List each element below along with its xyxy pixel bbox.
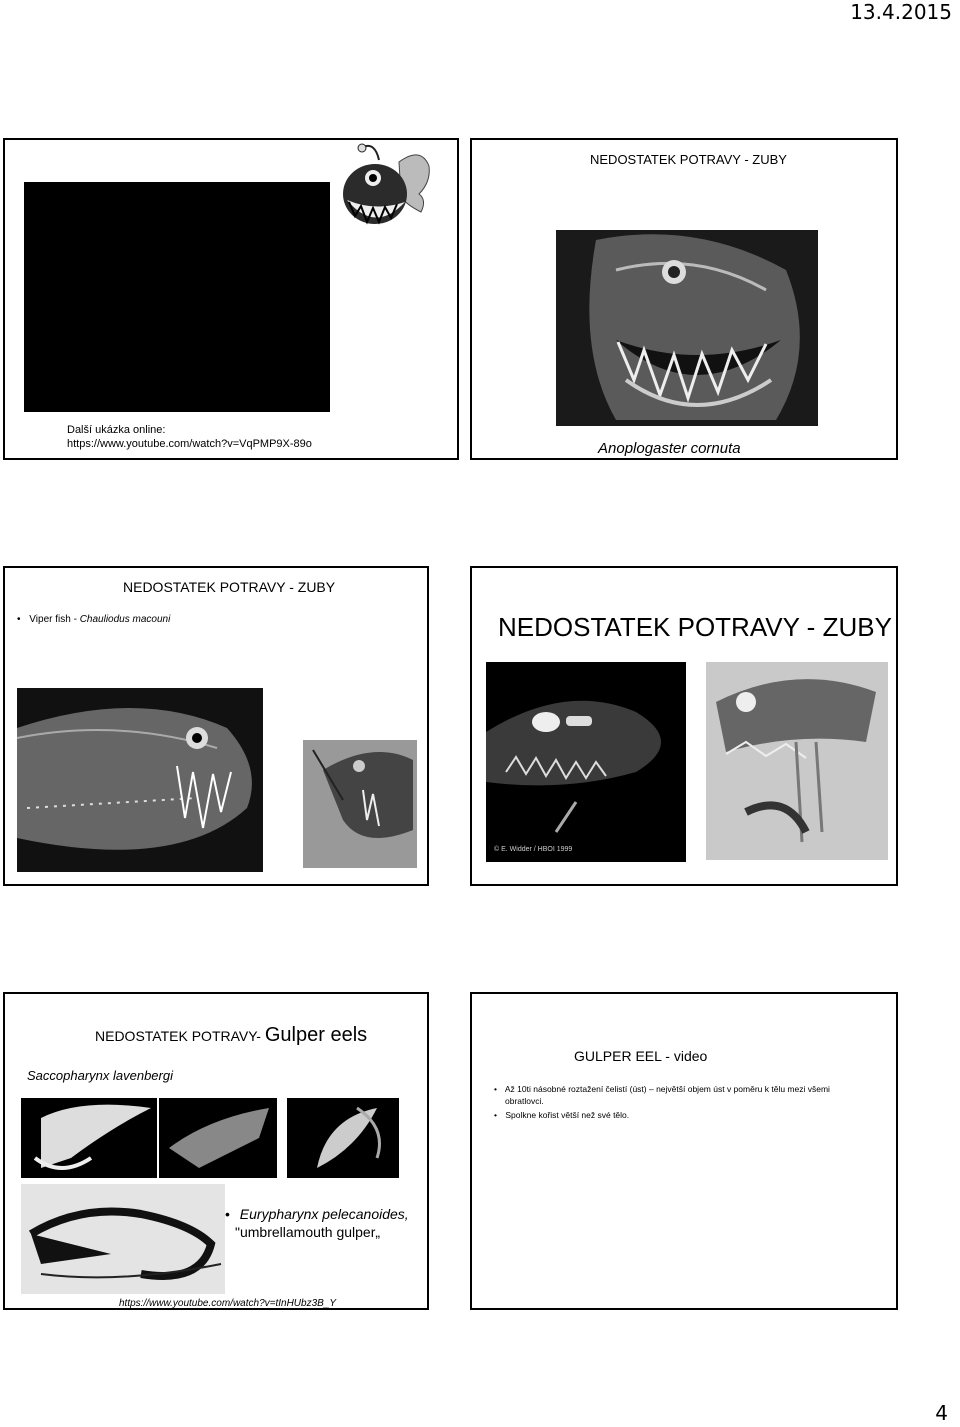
title-suffix: Gulper eels: [264, 1024, 368, 1046]
umbrellamouth-bullet-line2: "umbrellamouth gulper„: [235, 1224, 381, 1240]
slide-title: [95, 1024, 367, 1047]
slide-title: NEDOSTATEK POTRAVY - ZUBY: [123, 579, 336, 595]
fact-bullet-2: • Spolkne kořist větší než své tělo.: [494, 1110, 629, 1120]
gulper-photo-3: [287, 1098, 399, 1178]
title-prefix: NEDOSTATEK POTRAVY-: [95, 1028, 265, 1044]
viper-fish-photo-large: [17, 688, 263, 872]
video-frame[interactable]: [24, 182, 330, 412]
fact-bullet-1: • Až 10ti násobné roztažení čelistí (úst) – největší objem úst v poměru k tělu mezi všemi: [494, 1084, 830, 1094]
slide-teeth-photos: [470, 566, 898, 886]
gulper-photo-1: [21, 1098, 157, 1178]
fact-bullet-1-cont: obratlovci.: [505, 1096, 544, 1106]
species-label: Saccopharynx lavenbergi: [27, 1068, 173, 1083]
bullet-species: Chauliodus macouni: [79, 614, 171, 625]
photo-credit: © E. Widder / HBOI 1999: [494, 846, 573, 853]
slide-gulper-eels: [3, 992, 429, 1310]
page-number: 4: [935, 1401, 948, 1425]
species-caption: Anoplogaster cornuta: [598, 440, 741, 457]
specimen-photo: [706, 662, 888, 860]
slide-video-placeholder: [3, 138, 459, 460]
slide-title: NEDOSTATEK POTRAVY - ZUBY: [590, 152, 787, 167]
slide-gulper-eel-video: [470, 992, 898, 1310]
dragonfish-photo: [486, 662, 686, 862]
slide-title: GULPER EEL - video: [574, 1048, 708, 1064]
slide-anoplogaster: [470, 138, 898, 460]
viper-fish-bullet: [17, 614, 170, 625]
video-caption-link[interactable]: https://www.youtube.com/watch?v=VqPMP9X-89o: [67, 438, 312, 450]
anoplogaster-photo: [556, 230, 818, 426]
video-caption-line1: Další ukázka online:: [67, 424, 166, 436]
video-link[interactable]: https://www.youtube.com/watch?v=tInHUbz3B_Y: [119, 1298, 337, 1309]
umbrellamouth-gulper-photo: [21, 1184, 225, 1294]
umbrellamouth-bullet-line1: • Eurypharynx pelecanoides,: [225, 1206, 409, 1222]
anglerfish-clipart: [335, 142, 433, 238]
slide-viper-fish: [3, 566, 429, 886]
bullet-prefix: Viper fish -: [29, 614, 80, 625]
viper-fish-photo-small: [303, 740, 417, 868]
gulper-photo-2: [159, 1098, 277, 1178]
slide-title: NEDOSTATEK POTRAVY - ZUBY: [498, 612, 892, 642]
page-date: 13.4.2015: [850, 0, 952, 24]
